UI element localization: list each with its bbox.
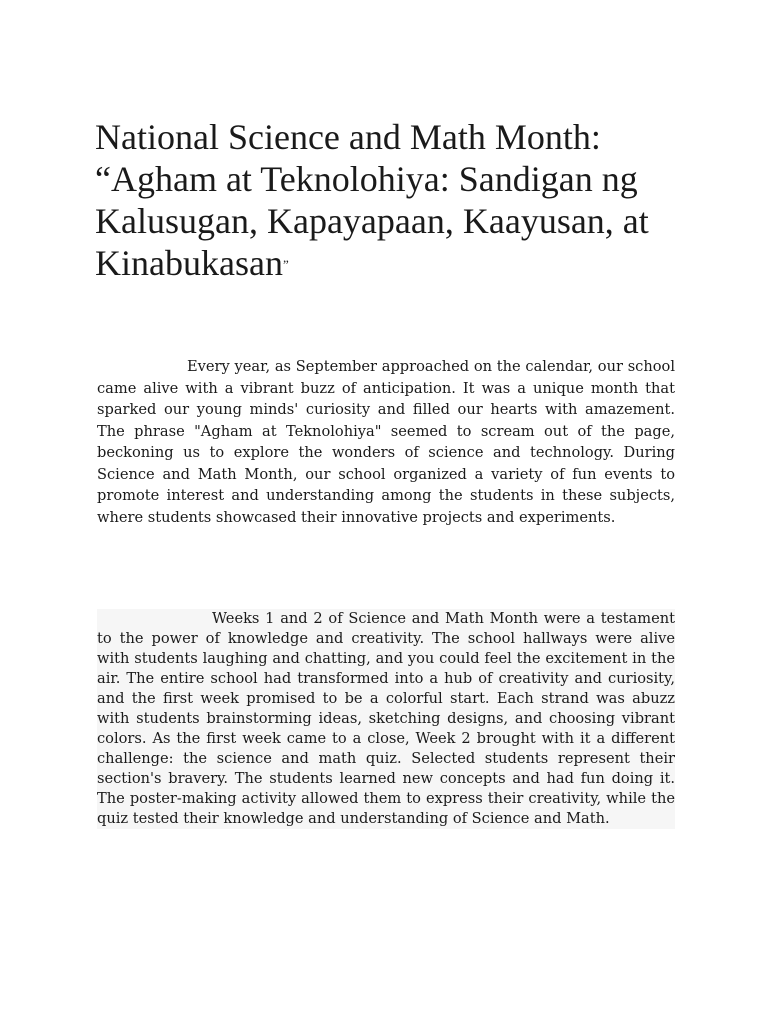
document-title-text: National Science and Math Month: “Agham at Teknolohiya: Sandigan ng Kalusugan, Kapayapaan, Kaayusan, at Kinabukasan	[95, 117, 649, 283]
paragraph-intro: Every year, as September approached on the calendar, our school came alive with a vibrant buzz of anticipation. It was a unique month that sparked our young minds' curiosity and filled our hearts with amazement. The phrase "Agham at Teknolohiya" seemed to scream out of the page, beckoning us to explore the wonders of science and technology. During Science and Math Month, our school organized a variety of fun events to promote interest and understanding among the students in these subjects, where students showcased their innovative projects and experiments.	[97, 358, 675, 526]
paragraph-weeks-1-2: Weeks 1 and 2 of Science and Math Month were a testament to the power of knowledge and creativity. The school hallways were alive with students laughing and chatting, and you could feel the excitement in the air. The entire school had transformed into a hub of creativity and curiosity, and the first week promised to be a colorful start. Each strand was abuzz with students brainstorming ideas, sketching designs, and choosing vibrant colors. As the first week came to a close, Week 2 brought with it a different challenge: the science and math quiz. Selected students represent their section's bravery. The students learned new concepts and had fun doing it. The poster-making activity allowed them to express their creativity, while the quiz tested their knowledge and understanding of Science and Math.	[97, 610, 675, 827]
document-title	[95, 116, 695, 286]
document-title-close-quote: ”	[282, 257, 289, 272]
